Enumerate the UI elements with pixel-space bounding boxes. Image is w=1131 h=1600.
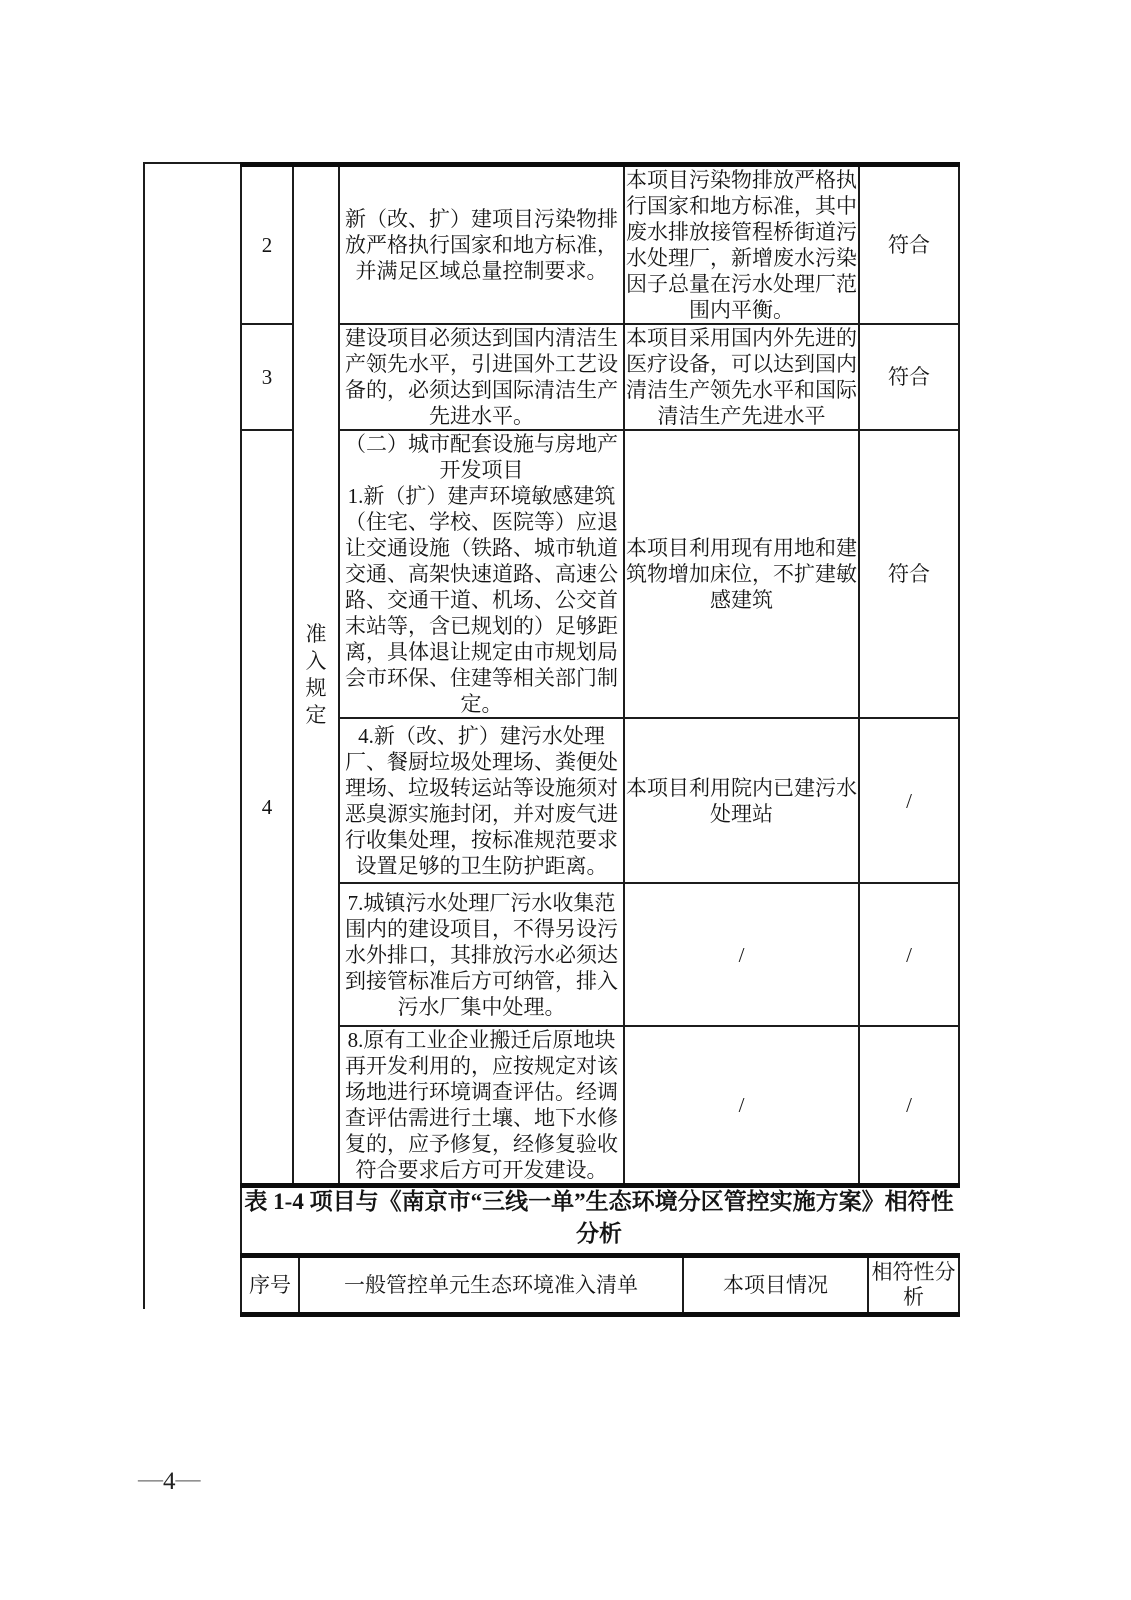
table-row [241, 165, 959, 325]
table-caption-line1: 表 1-4 项目与《南京市“三线一单”生态环境分区管控实施方案》相符性 [244, 1189, 954, 1214]
table-row [241, 883, 959, 1026]
page-number [138, 1468, 201, 1496]
conformity-cell: 符合 [859, 324, 959, 430]
conformity-cell: 符合 [859, 430, 959, 718]
conformity-cell: 符合 [859, 165, 959, 325]
criterion-cell: 4.新（改、扩）建污水处理厂、餐厨垃圾处理场、粪便处理场、垃圾转运站等设施须对恶臭源实施封闭，并对废气进行收集处理，按标准规范要求设置足够的卫生防护距离。 [339, 718, 624, 883]
header-conformity: 相符性分析 [868, 1256, 959, 1315]
page-number-dash-left: — [138, 1466, 163, 1493]
project-situation-cell: 本项目利用现有用地和建筑物增加床位，不扩建敏感建筑 [624, 430, 859, 718]
table-row [241, 718, 959, 883]
project-situation-cell: 本项目污染物排放严格执行国家和地方标准，其中废水排放接管程桥街道污水处理厂，新增废水污染因子总量在污水处理厂范围内平衡。 [624, 165, 859, 325]
table-caption-line2: 分析 [576, 1221, 622, 1246]
table-row [241, 1026, 959, 1186]
conformity-cell: / [859, 883, 959, 1026]
project-situation-cell: 本项目利用院内已建污水处理站 [624, 718, 859, 883]
criterion-cell: 7.城镇污水处理厂污水收集范围内的建设项目，不得另设污水外排口，其排放污水必须达到接管标准后方可纳管，排入污水厂集中处理。 [339, 883, 624, 1026]
header-row [241, 1256, 959, 1315]
continued-left-column [143, 162, 242, 1309]
page-number-value: 4 [163, 1468, 176, 1495]
row-no: 2 [241, 165, 293, 325]
category-label: 准入规定 [305, 622, 327, 727]
category-label-cell [293, 165, 339, 1186]
header-project-situation: 本项目情况 [683, 1256, 868, 1315]
row-no: 4 [241, 430, 293, 1186]
project-situation-cell: / [624, 1026, 859, 1186]
conformity-cell: / [859, 718, 959, 883]
project-situation-cell: 本项目采用国内外先进的医疗设备，可以达到国内清洁生产领先水平和国际清洁生产先进水平 [626, 326, 857, 428]
criterion-cell: 建设项目必须达到国内清洁生产领先水平，引进国外工艺设备的，必须达到国际清洁生产先进水平。 [339, 324, 624, 430]
row-no: 3 [241, 324, 293, 430]
page-number-dash-right: — [175, 1466, 201, 1493]
table-row [241, 324, 959, 430]
next-table-header [240, 1253, 960, 1317]
project-situation-cell: / [624, 883, 859, 1026]
header-access-list: 一般管控单元生态环境准入清单 [299, 1256, 683, 1315]
table-row [241, 430, 959, 718]
criterion-heading: （二）城市配套设施与房地产开发项目 [345, 432, 618, 482]
criterion-text: 1.新（扩）建声环境敏感建筑（住宅、学校、医院等）应退让交通设施（铁路、城市轨道交通、高架快速道路、高速公路、交通干道、机场、公交首末站等，含已规划的）足够距离，具体退让规定由市规划局会市环保、住建等相关部门制定。 [345, 484, 618, 716]
criterion-cell: 新（改、扩）建项目污染物排放严格执行国家和地方标准，并满足区域总量控制要求。 [339, 165, 624, 325]
table-caption [240, 1186, 958, 1250]
compliance-table [240, 162, 960, 1188]
criterion-cell [339, 430, 624, 718]
header-no: 序号 [241, 1256, 299, 1315]
conformity-cell: / [859, 1026, 959, 1186]
criterion-cell: 8.原有工业企业搬迁后原地块再开发利用的，应按规定对该场地进行环境调查评估。经调查评估需进行土壤、地下水修复的，应予修复，经修复验收符合要求后方可开发建设。 [339, 1026, 624, 1186]
